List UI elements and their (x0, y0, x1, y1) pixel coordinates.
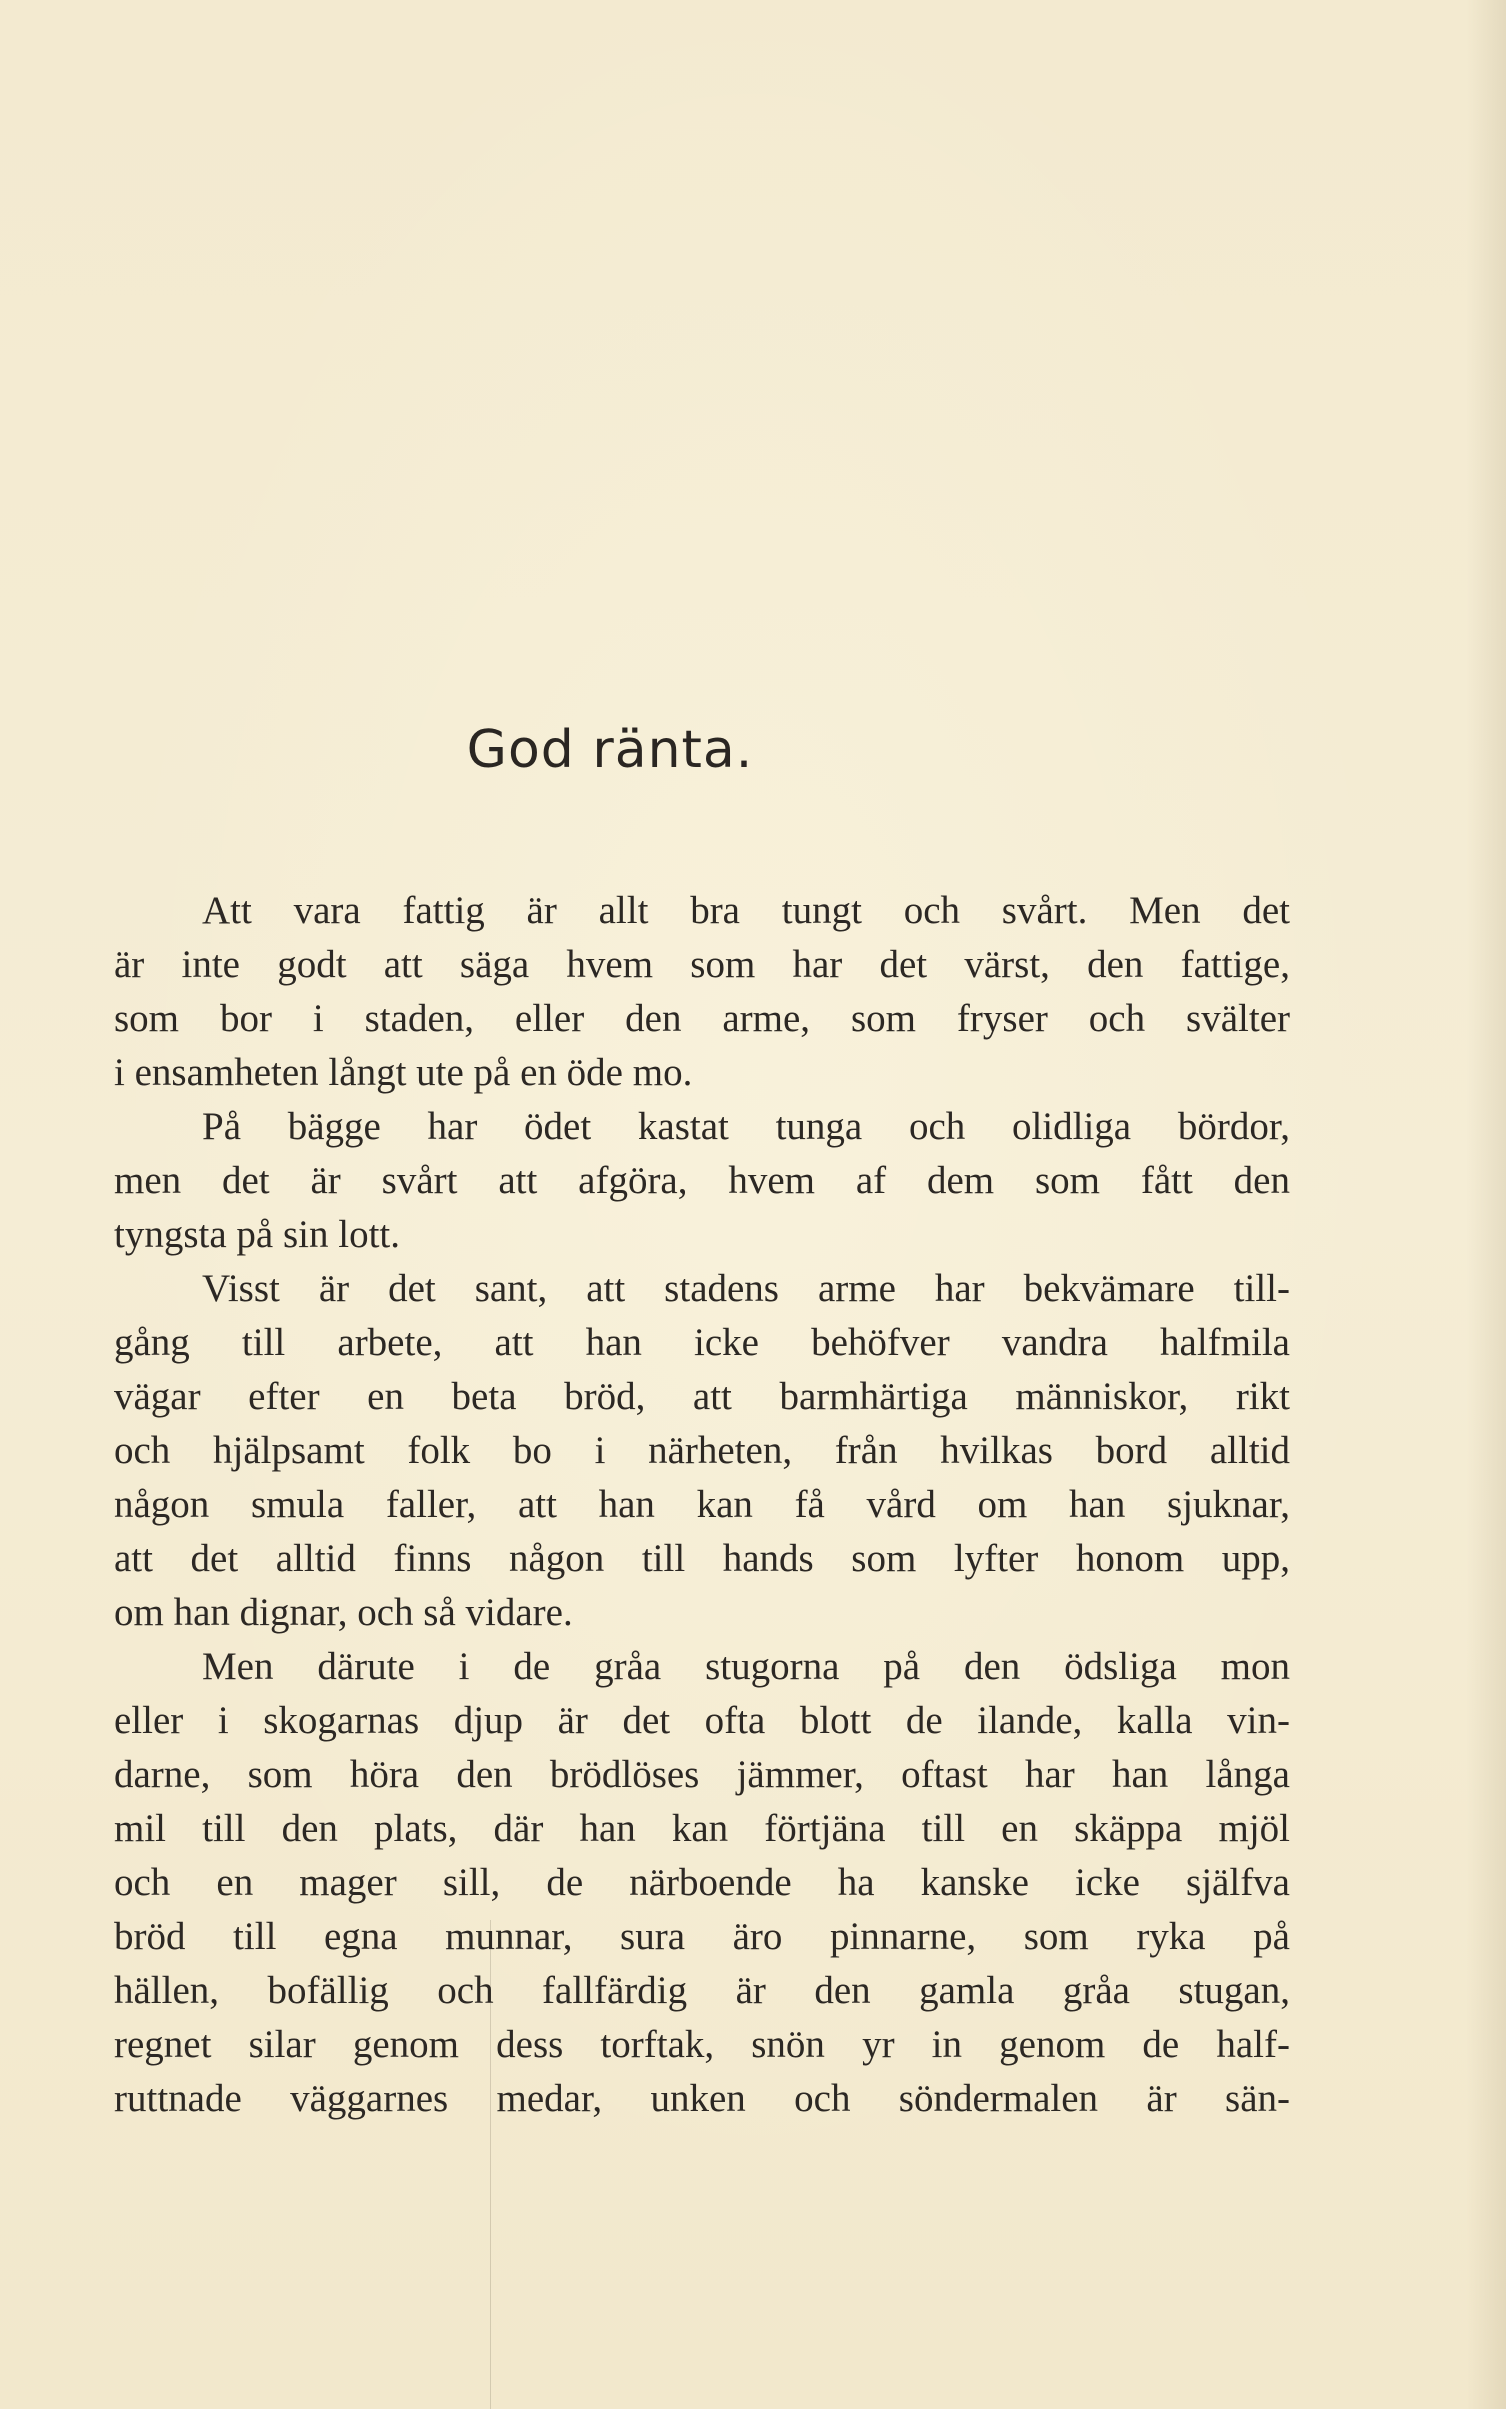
text-line: och hjälpsamt folk bo i närheten, från hvilkas bord alltid (114, 1429, 1290, 1472)
text-line: gång till arbete, att han icke behöfver vandra halfmila (114, 1321, 1290, 1364)
text-line: bröd till egna munnar, sura äro pinnarne, som ryka på (114, 1915, 1290, 1958)
text-line: darne, som höra den brödlöses jämmer, oftast har han långa (114, 1753, 1290, 1796)
text-line: i ensamheten långt ute på en öde mo. (114, 1051, 693, 1094)
text-line: regnet silar genom dess torftak, snön yr in genom de half- (114, 2023, 1290, 2066)
text-line: ruttnade väggarnes medar, unken och söndermalen är sän- (114, 2077, 1290, 2120)
text-line: hällen, bofällig och fallfärdig är den gamla gråa stugan, (114, 1969, 1290, 2012)
text-line: eller i skogarnas djup är det ofta blott de ilande, kalla vin- (114, 1699, 1290, 1742)
text-line: som bor i staden, eller den arme, som fryser och svälter (114, 997, 1290, 1040)
text-line: tyngsta på sin lott. (114, 1213, 400, 1256)
text-line: och en mager sill, de närboende ha kanske icke själfva (114, 1861, 1290, 1904)
page-edge-shadow (1466, 0, 1506, 2409)
text-line: men det är svårt att afgöra, hvem af dem som fått den (114, 1159, 1290, 1202)
chapter-title: God ränta. (466, 720, 754, 780)
text-line: På bägge har ödet kastat tunga och olidliga bördor, (202, 1105, 1290, 1148)
text-line: Att vara fattig är allt bra tungt och svårt. Men det (202, 889, 1290, 932)
text-line: om han dignar, och så vidare. (114, 1591, 573, 1634)
text-line: Visst är det sant, att stadens arme har bekvämare till- (202, 1267, 1290, 1310)
text-line: mil till den plats, där han kan förtjäna till en skäppa mjöl (114, 1807, 1290, 1850)
text-line: vägar efter en beta bröd, att barmhärtiga människor, rikt (114, 1375, 1290, 1418)
text-line: någon smula faller, att han kan få vård om han sjuknar, (114, 1483, 1290, 1526)
text-line: är inte godt att säga hvem som har det värst, den fattige, (114, 943, 1290, 986)
text-line: att det alltid finns någon till hands som lyfter honom upp, (114, 1537, 1290, 1580)
body-text (114, 884, 1290, 2126)
text-line: Men därute i de gråa stugorna på den ödsliga mon (202, 1645, 1290, 1688)
